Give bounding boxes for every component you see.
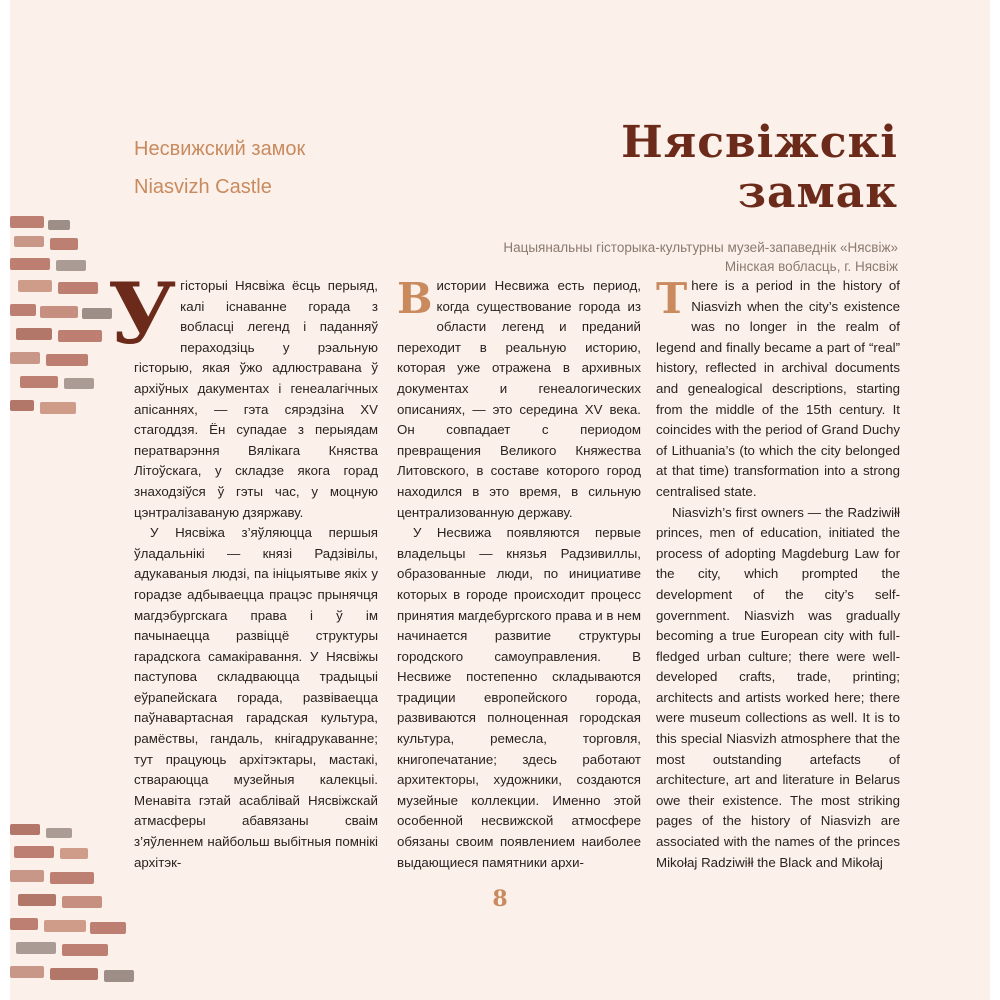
- paragraph: У Несвижа появляются первые владельцы — князья Радзивиллы, образованные люди, по инициативе которых в городе происходит процесс принятия магдебургского права и в нем начинается развитие структуры городского самоуправления. В Несвиже постепенно складываются традиции европейского города, развиваются полноценная городская культура, ремесла, торговля, книгопечатание; здесь работают архитекторы, художники, создаются музейные коллекции. Именно этой особенной несвижской атмосфере обязаны своим появлением наиболее выдающиеся памятники архи-: [397, 525, 641, 870]
- title-line-1: Нясвіжскі: [621, 117, 898, 168]
- museum-location: Мінская вобласць, г. Нясвіж: [724, 259, 898, 274]
- page: [10, 0, 990, 1000]
- brick-wall-decoration-top: [10, 212, 120, 442]
- paragraph: У Нясвіжа з’яўляюцца першыя ўладальнікі — князі Радзівілы, адукаваныя людзі, па ініцыятыве якіх у горадзе адбываецца працэс прынячця магдэбургскага права і ў ім пачынаецца развіццё структуры гарадскога самакіравання. У Нясвіжы паступова складваюцца традыцыі еўрапейскага горада, развіваецца паўнавартасная гарадская культура, рамёствы, гандаль, кнігадрукаванне; тут працуюць архітэктары, мастакі, ствараюцца музейныя калекцыі. Менавіта гэтай асаблівай Нясвіжскай атмасферы абавязаны сваім з’яўленнем найбольш выбітныя помнікі архітэк-: [134, 525, 378, 870]
- museum-name: Нацыянальны гісторыка-культурны музей-запаведнік «Нясвіж»: [503, 240, 898, 255]
- paragraph: here is a period in the history of Niasvizh when the city’s existence was no longer in the realm of legend and finally became a part of “real” history, reflected in archival documents and genealogical descriptions, starting from the middle of the 15th century. It coincides with the period of Grand Duchy of Lithuania’s (to which the city belonged at that time) transformation into a strong centralised state.: [656, 278, 900, 499]
- column-belarusian: [108, 264, 378, 873]
- page-number: 8: [492, 886, 508, 912]
- paragraph: Niasvizh’s first owners — the Radziwiłł princes, men of education, initiated the process of adopting Magdeburg Law for the city, which prompted the development of the city’s self-government. Niasvizh was gradually becoming a true European city with full-fledged urban culture; there were well-developed crafts, trade, printing; architects and artists worked here; there were museum collections as well. It is to this special Niasvizh atmosphere that the most outstanding artefacts of architecture, art and literature in Belarus owe their existence. The most striking pages of the history of Niasvizh are associated with the names of the princes Mikołaj Radziwiłł the Black and Mikołaj: [656, 504, 900, 870]
- paragraph: гісторыі Нясвіжа ёсць перыяд, калі існаванне горада з вобласці легенд і паданняў пераходзіць у рэальную гісторыю, якая ўжо адлюстравана ў архіўных дакументах і генеалагічных апісаннях, — гэта сярэдзіна XV стагоддзя. Ён супадае з перыядам ператварэння Вялікага Княства Літоўскага, у складзе якога горад знаходзіўся ў гэты час, у моцную цэнтралізаваную дзяржаву.: [134, 278, 378, 520]
- subtitle-english: Niasvizh Castle: [134, 176, 272, 198]
- paragraph: истории Несвижа есть период, когда существование города из области легенд и преданий переходит в реальную историю, которая уже отражена в архивных документах и генеалогических описаниях, — это середина XV века. Он совпадает с периодом превращения Великого Княжества Литовского, в составе которого город находился в это время, в сильную централизованную державу.: [397, 278, 641, 520]
- subtitle-russian: Несвижский замок: [134, 138, 306, 160]
- column-english: [656, 276, 900, 873]
- title-line-2: замак: [737, 167, 898, 218]
- drop-cap: В: [397, 274, 433, 323]
- page-title: [478, 118, 898, 218]
- drop-cap: У: [108, 264, 177, 363]
- museum-caption: [378, 238, 898, 276]
- column-russian: [397, 276, 641, 873]
- drop-cap: T: [656, 274, 688, 323]
